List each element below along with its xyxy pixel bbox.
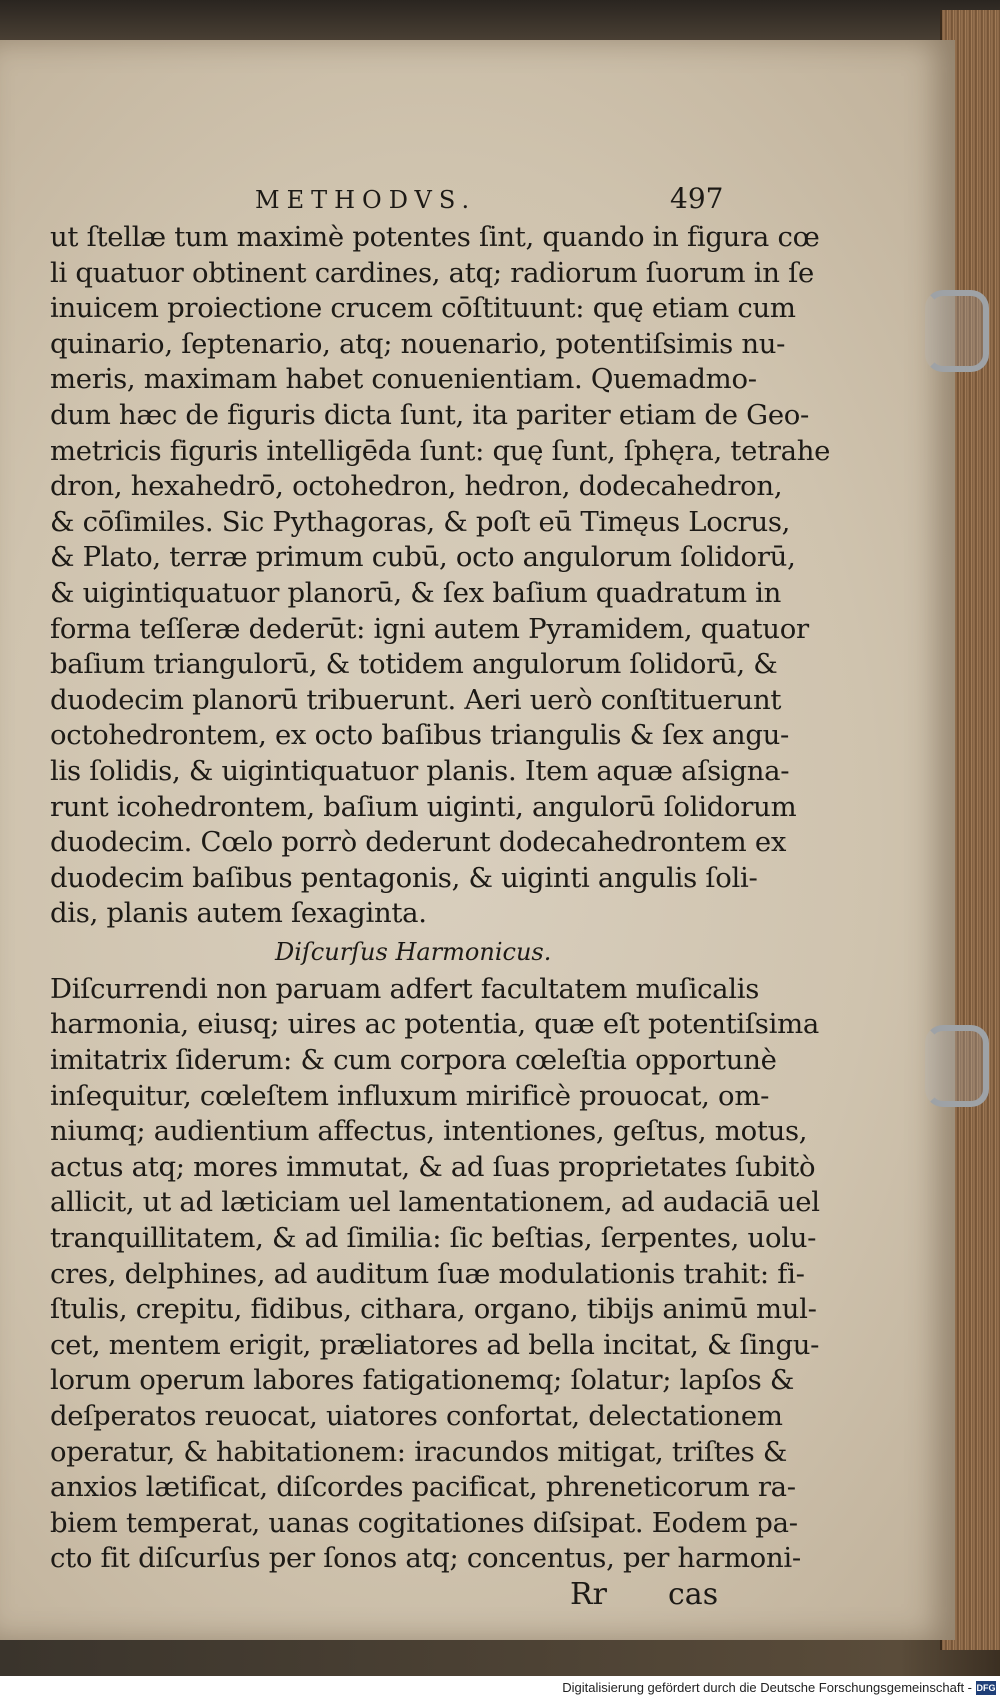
dfg-logo: DFG [976,1683,996,1693]
text-line: operatur, & habitationem: iracundos mitigat, triſtes & [50,1435,788,1468]
paragraph-bottom [50,972,820,1577]
page-clip-icon [925,290,989,372]
text-line: dron, hexahedrō, octohedron, hedron, dodecahedron, [50,470,783,503]
running-head: METHODVS. [255,186,477,214]
text-line: dum hæc de figuris dicta ſunt, ita pariter etiam de Geo- [50,398,810,431]
text-line: biem temperat, uanas cogitationes diſsipat. Eodem pa- [50,1506,798,1539]
text-line: Diſcurrendi non paruam adfert facultatem muſicalis [50,972,760,1005]
text-line: ſtulis, crepitu, fidibus, cithara, organo, tibijs animū mul- [50,1293,817,1326]
text-line: li quatuor obtinent cardines, atq; radiorum ſuorum in ſe [50,256,814,289]
text-block [50,180,831,1617]
book-page [0,40,955,1640]
text-line: forma teſſeræ dederūt: igni autem Pyramidem, quatuor [50,612,809,645]
text-line: allicit, ut ad læticiam uel lamentationem, ad audaciā uel [50,1186,820,1219]
section-heading: Diſcurſus Harmonicus. [275,937,552,966]
text-line: anxios lætificat, diſcordes pacificat, phreneticorum ra- [50,1471,796,1504]
text-line: tranquillitatem, & ad ſimilia: ſic beſtias, ſerpentes, uolu- [50,1222,817,1255]
digitization-footer [0,1676,1000,1702]
funding-credit: Digitalisierung gefördert durch die Deutsche Forschungsgemeinschaft - [562,1680,972,1695]
text-line: duodecim baſibus pentagonis, & uiginti angulis ſoli- [50,861,758,894]
book-top-edge [0,0,1000,42]
text-line: ut ſtellæ tum maximè potentes ſint, quando in figura cœ [50,221,820,253]
text-line: niumq; audientium affectus, intentiones, geſtus, motus, [50,1115,808,1148]
page-clip-icon [925,1025,989,1107]
page-foot [50,1577,720,1617]
text-line: & uigintiquatuor planorū, & ſex baſium quadratum in [50,576,782,609]
text-line: cet, mentem erigit, præliatores ad bella incitat, & ſingu- [50,1328,820,1361]
text-line: octohedrontem, ex octo baſibus triangulis & ſex angu- [50,719,790,752]
text-line: harmonia, eiusq; uires ac potentia, quæ eſt potentiſsima [50,1008,819,1041]
text-line: & cōſimiles. Sic Pythagoras, & poſt eū Timęus Locrus, [50,505,791,538]
text-line: dis, planis autem ſexaginta. [50,897,427,930]
text-line: metricis figuris intelligēda ſunt: quę ſunt, ſphęra, tetrahe [50,434,831,467]
text-line: lis ſolidis, & uigintiquatuor planis. Item aquæ aſsigna- [50,754,790,787]
text-line: inſequitur, cœleſtem influxum mirificè prouocat, om- [50,1079,770,1112]
text-line: runt icohedrontem, baſium uiginti, angulorū ſolidorum [50,790,797,823]
text-line: quinario, ſeptenario, atq; nouenario, potentiſsimis nu- [50,327,786,360]
text-line: meris, maximam habet conuenientiam. Quemadmo- [50,363,757,396]
text-line: deſperatos reuocat, uiatores confortat, delectationem [50,1400,783,1432]
page-header [50,180,724,220]
page-number: 497 [670,182,724,215]
text-line: imitatrix ſiderum: & cum corpora cœleſtia opportunè [50,1044,777,1077]
text-line: lorum operum labores fatigationemq; ſolatur; lapſos & [50,1364,795,1397]
text-line: actus atq; mores immutat, & ad ſuas proprietates ſubitò [50,1150,816,1183]
text-line: cres, delphines, ad auditum ſuæ modulationis trahit: fi- [50,1257,805,1290]
text-line: & Plato, terræ primum cubū, octo angulorum ſolidorū, [50,541,796,574]
catchword: cas [668,1576,719,1612]
paragraph-top [50,220,831,932]
text-line: cto fit diſcurſus per ſonos atq; concentus, per harmoni- [50,1542,801,1575]
signature-mark: Rr [570,1576,607,1612]
text-line: baſium triangulorū, & totidem angulorum ſolidorū, & [50,648,778,681]
text-line: duodecim planorū tribuerunt. Aeri uerò conſtituerunt [50,683,782,716]
text-line: inuicem proiectione crucem cōſtituunt: quę etiam cum [50,292,796,325]
text-line: duodecim. Cœlo porrò dederunt dodecahedrontem ex [50,826,787,859]
